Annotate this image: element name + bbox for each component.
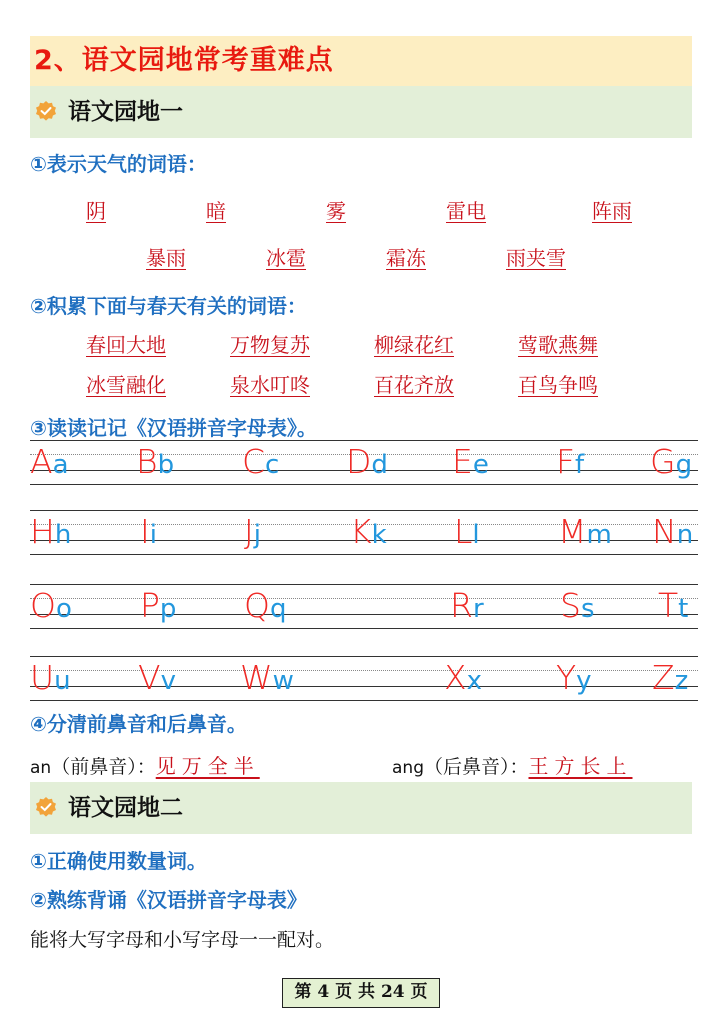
front-nasal-chars: 见万全半 <box>155 754 260 778</box>
spring-word: 春回大地 <box>86 333 166 357</box>
front-nasal-line: an（前鼻音）：见万全半 <box>30 754 260 778</box>
letter-pair: Ll <box>454 512 480 551</box>
page-number: 第 4 页 共 24 页 <box>282 978 440 1008</box>
section2-question-2: ②熟练背诵《汉语拼音字母表》 <box>30 888 307 912</box>
section-header-1 <box>30 86 692 138</box>
letter-pair: Ff <box>556 442 585 481</box>
weather-word: 霜冻 <box>386 246 426 270</box>
section-header-2 <box>30 782 692 834</box>
weather-word: 阴 <box>86 199 106 223</box>
letter-pair: Ee <box>452 442 489 481</box>
letter-pair: Ss <box>560 586 595 625</box>
spring-word: 万物复苏 <box>230 333 310 357</box>
alphabet-row <box>30 510 698 554</box>
letter-pair: Vv <box>138 658 176 697</box>
letter-pair: Dd <box>346 442 388 481</box>
spring-word: 莺歌燕舞 <box>518 333 598 357</box>
letter-pair: Qq <box>244 586 287 625</box>
back-nasal-chars: 王方长上 <box>528 754 633 778</box>
letter-pair: Rr <box>450 586 484 625</box>
check-badge-icon <box>34 796 58 820</box>
question-4-heading: ④分清前鼻音和后鼻音。 <box>30 712 247 736</box>
question-2-heading: ②积累下面与春天有关的词语： <box>30 294 307 318</box>
weather-word: 暴雨 <box>146 246 186 270</box>
weather-word: 雾 <box>326 199 346 223</box>
back-nasal-line: ang（后鼻音）：王方长上 <box>392 754 633 778</box>
letter-pair: Hh <box>30 512 72 551</box>
weather-word: 雨夹雪 <box>506 246 566 270</box>
letter-pair: Jj <box>244 512 261 551</box>
section2-question-1: ①正确使用数量词。 <box>30 849 207 873</box>
letter-pair: Cc <box>242 442 280 481</box>
section-title: 语文园地二 <box>68 794 183 821</box>
weather-word: 暗 <box>206 199 226 223</box>
letter-pair: Gg <box>650 442 693 481</box>
weather-word: 雷电 <box>446 199 486 223</box>
weather-word: 冰雹 <box>266 246 306 270</box>
letter-pair: Mm <box>558 512 612 551</box>
question-1-heading: ①表示天气的词语： <box>30 152 207 176</box>
spring-word: 泉水叮咚 <box>230 373 310 397</box>
section2-text: 能将大写字母和小写字母一一配对。 <box>30 929 335 951</box>
page-title-bar <box>30 36 692 86</box>
alphabet-row <box>30 440 698 484</box>
spring-word: 柳绿花红 <box>374 333 454 357</box>
question-3-heading: ③读读记记《汉语拼音字母表》。 <box>30 416 317 440</box>
section-title: 语文园地一 <box>68 98 183 125</box>
spring-word: 冰雪融化 <box>86 373 166 397</box>
letter-pair: Yy <box>556 658 592 697</box>
check-badge-icon <box>34 100 58 124</box>
alphabet-row <box>30 656 698 700</box>
letter-pair: Kk <box>350 512 387 551</box>
letter-pair: Bb <box>136 442 175 481</box>
letter-pair: Xx <box>444 658 482 697</box>
letter-pair: Ww <box>240 658 294 697</box>
letter-pair: Aa <box>30 442 69 481</box>
page-title: 2、语文园地常考重难点 <box>34 45 334 76</box>
letter-pair: Ii <box>140 512 157 551</box>
letter-pair: Uu <box>30 658 71 697</box>
letter-pair: Nn <box>652 512 694 551</box>
letter-pair: Tt <box>658 586 689 625</box>
letter-pair: Pp <box>140 586 177 625</box>
weather-word: 阵雨 <box>592 199 632 223</box>
spring-word: 百花齐放 <box>374 373 454 397</box>
letter-pair: Oo <box>30 586 72 625</box>
alphabet-row <box>30 584 698 628</box>
letter-pair: Zz <box>652 658 689 697</box>
spring-word: 百鸟争鸣 <box>518 373 598 397</box>
